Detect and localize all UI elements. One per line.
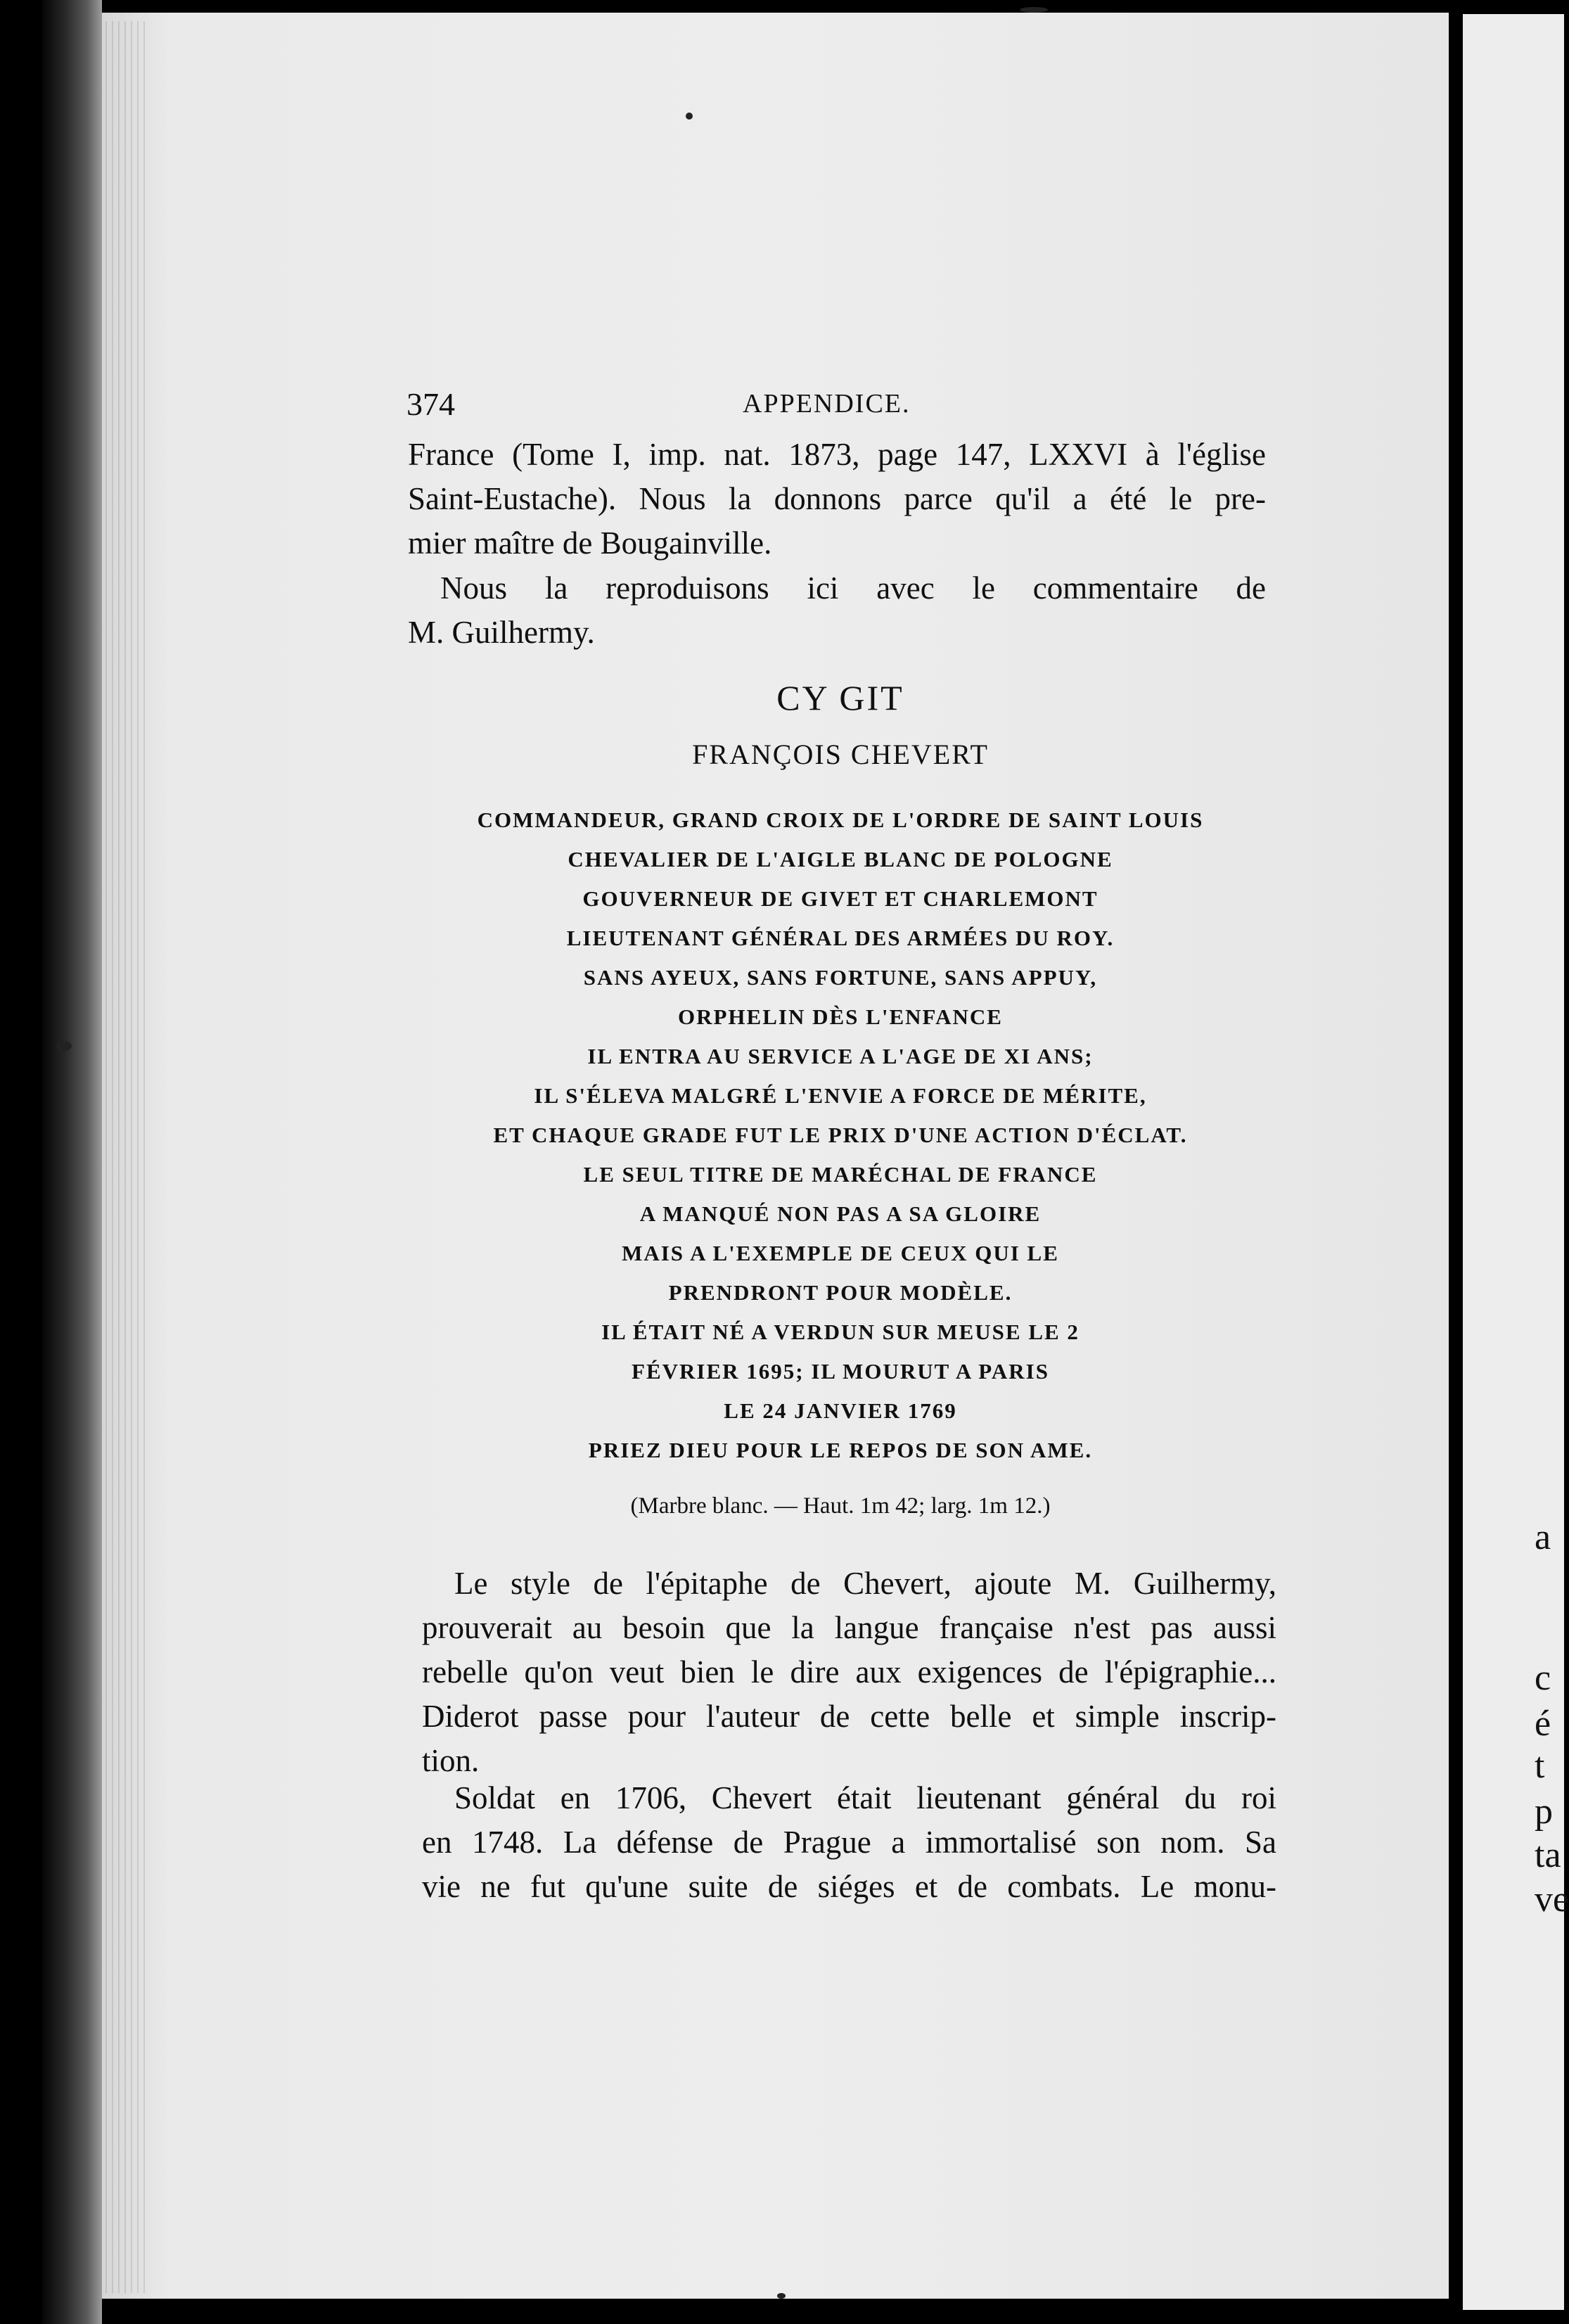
adjacent-page-fragment: ve [1535, 1879, 1569, 1920]
adjacent-page-fragment: t [1535, 1746, 1545, 1786]
running-head [406, 385, 1279, 428]
epitaph-line: FÉVRIER 1695; IL MOURUT A PARIS [632, 1359, 1049, 1384]
scan-speck [56, 1041, 72, 1051]
epitaph-line: ET CHAQUE GRADE FUT LE PRIX D'UNE ACTION D'ÉCLAT. [493, 1123, 1188, 1147]
page-gutter [1449, 0, 1463, 2324]
text-line: Diderot passe pour l'auteur de cette belle et simple inscrip- [422, 1699, 1276, 1734]
text-line: en 1748. La défense de Prague a immortalisé son nom. Sa [422, 1825, 1276, 1860]
text-line: Soldat en 1706, Chevert était lieutenant général du roi [454, 1780, 1276, 1815]
epitaph-line: LIEUTENANT GÉNÉRAL DES ARMÉES DU ROY. [566, 926, 1115, 950]
epitaph-line: CHEVALIER DE L'AIGLE BLANC DE POLOGNE [568, 847, 1113, 872]
adjacent-page-fragment: ta [1535, 1835, 1561, 1875]
text-line: mier maître de Bougainville. [408, 525, 772, 561]
scan-speck [777, 2293, 786, 2299]
page-number: 374 [406, 386, 455, 422]
epitaph-inscription [408, 677, 1273, 1524]
text-line: Le style de l'épitaphe de Chevert, ajoute M. Guilhermy, [454, 1566, 1276, 1601]
text-line: tion. [422, 1743, 480, 1778]
text-line: rebelle qu'on veut bien le dire aux exigences de l'épigraphie... [422, 1654, 1276, 1690]
commentary-paragraph-2 [422, 1776, 1276, 1909]
scan-speck [686, 113, 693, 120]
epitaph-line: IL ÉTAIT NÉ A VERDUN SUR MEUSE LE 2 [601, 1320, 1080, 1344]
text-line: M. Guilhermy. [408, 615, 595, 650]
scan-speck [1020, 7, 1048, 13]
text-line: France (Tome I, imp. nat. 1873, page 147, LXXVI à l'église [408, 437, 1266, 472]
epitaph-line: LE 24 JANVIER 1769 [724, 1398, 957, 1423]
adjacent-page-fragment: p [1535, 1792, 1553, 1832]
text-line: prouverait au besoin que la langue française n'est pas aussi [422, 1610, 1276, 1645]
epitaph-name: FRANÇOIS CHEVERT [692, 739, 989, 770]
page-edge-shading [105, 21, 148, 2293]
epitaph-line: SANS AYEUX, SANS FORTUNE, SANS APPUY, [583, 965, 1098, 990]
section-title: APPENDICE. [743, 389, 911, 419]
epitaph-line: IL S'ÉLEVA MALGRÉ L'ENVIE A FORCE DE MÉRITE, [534, 1083, 1147, 1108]
epitaph-line: PRIEZ DIEU POUR LE REPOS DE SON AME. [588, 1438, 1093, 1462]
epitaph-note: (Marbre blanc. — Haut. 1m 42; larg. 1m 12.) [630, 1493, 1051, 1519]
epitaph-line: MAIS A L'EXEMPLE DE CEUX QUI LE [622, 1241, 1059, 1265]
intro-paragraph-2 [408, 566, 1266, 655]
epitaph-line: GOUVERNEUR DE GIVET ET CHARLEMONT [582, 886, 1099, 911]
text-line: Saint-Eustache). Nous la donnons parce qu'il a été le pre- [408, 481, 1266, 516]
epitaph-line: ORPHELIN DÈS L'ENFANCE [678, 1004, 1003, 1029]
commentary-paragraph [422, 1562, 1276, 1783]
adjacent-page-fragment: a [1535, 1517, 1551, 1557]
epitaph-heading: CY GIT [776, 678, 904, 717]
intro-paragraph [408, 433, 1266, 566]
text-line: Nous la reproduisons ici avec le commentaire de [440, 570, 1266, 606]
adjacent-page-fragment: c [1535, 1658, 1551, 1698]
epitaph-line: IL ENTRA AU SERVICE A L'AGE DE XI ANS; [587, 1044, 1094, 1068]
epitaph-line: PRENDRONT POUR MODÈLE. [668, 1280, 1013, 1305]
text-line: vie ne fut qu'une suite de siéges et de combats. Le monu- [422, 1869, 1276, 1904]
epitaph-line: LE SEUL TITRE DE MARÉCHAL DE FRANCE [583, 1162, 1098, 1187]
epitaph-line: COMMANDEUR, GRAND CROIX DE L'ORDRE DE SAINT LOUIS [477, 807, 1204, 832]
adjacent-page-fragment: é [1535, 1704, 1551, 1744]
epitaph-line: A MANQUÉ NON PAS A SA GLOIRE [639, 1201, 1042, 1226]
book-spine-edge [42, 0, 102, 2324]
adjacent-page [1463, 14, 1564, 2310]
